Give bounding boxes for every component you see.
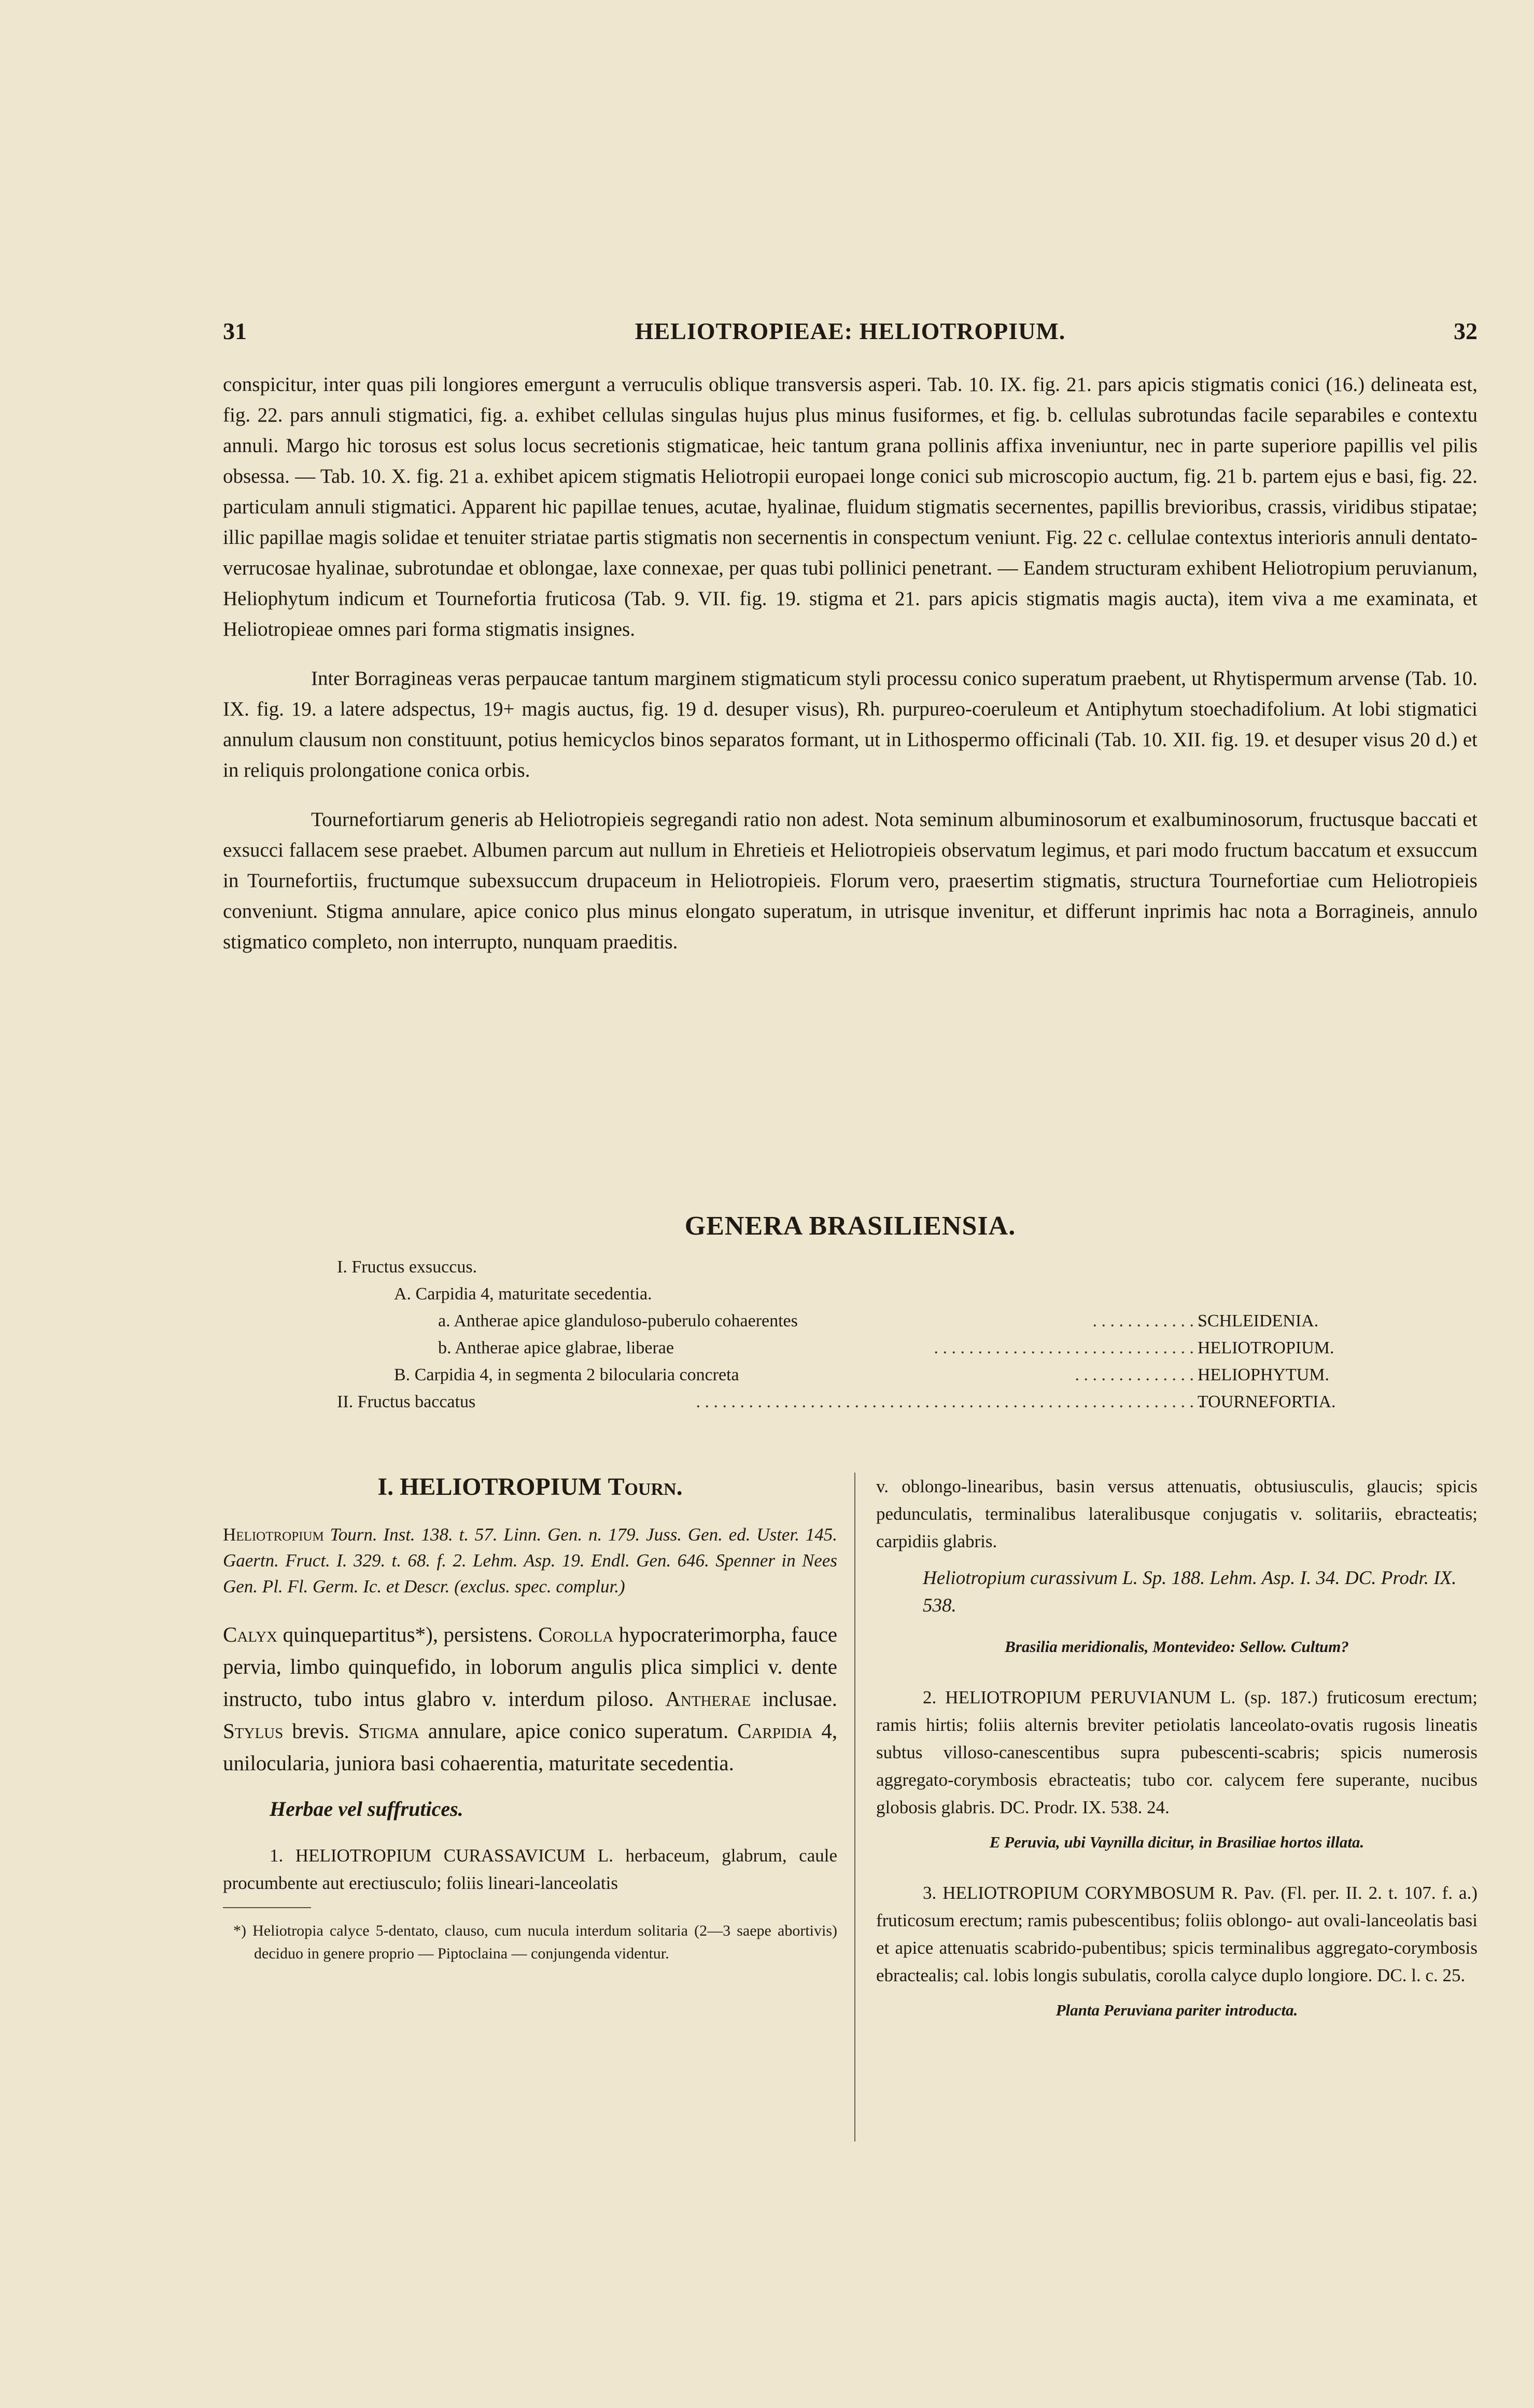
species-1-continued: v. oblongo-linearibus, basin versus attenuatis, obtusiusculis, glaucis; spicis pedunculatis, terminalibus lateralibusque conjugatis v. solitariis, ebracteatis; carpidiis glabris.: [876, 1476, 1477, 1551]
key-leader-dots: . . . . . . . . . . . . . . .: [1075, 1365, 1203, 1384]
species-2-locality: E Peruvia, ubi Vaynilla dicitur, in Brasiliae hortos illata.: [989, 1833, 1364, 1851]
footnote: *) Heliotropia calyce 5-dentato, clauso, cum nucula interdum solitaria (2—3 saepe abortivis) deciduo in genere proprio — Piptoclaina — conjungenda videntur.: [233, 1922, 837, 1962]
left-column: [223, 1473, 837, 1965]
key-label: II. Fructus baccatus: [337, 1389, 480, 1416]
key-row: [337, 1254, 1374, 1281]
key-label: A. Carpidia 4, maturitate secedentia.: [394, 1284, 652, 1304]
key-label: b. Antherae apice glabrae, liberae: [438, 1335, 678, 1362]
key-row: [337, 1335, 1374, 1362]
paragraph-stigma-structure: conspicitur, inter quas pili longiores emergunt a verruculis oblique transversis asperi. Tab. 10. IX. fig. 21. pars apicis stigmatis conici (16.) delineata est, fig. 22. pars annuli stigmatici, fig. a. exhibet cellulas singulas hujus plus minus fusiformes, et fig. b. cellulas subrotundas facile separabiles e contextu annuli. Margo hic torosus est solus locus secretionis stigmaticae, heic tantum grana pollinis affixa inveniuntur, nec in parte superiore papillis vel pilis obsessa. — Tab. 10. X. fig. 21 a. exhibet apicem stigmatis Heliotropii europaei longe conici sub microscopio auctum, fig. 21 b. partem ejus e basi, fig. 22. particulam annuli stigmatici. Apparent hic papillae tenues, acutae, hyalinae, fluidum stigmatis secernentes, papillis brevioribus, crassis, viridibus stipatae; illic papillae magis solidae et tenuiter striatae partis stigmatis non secernentis in conspectum veniunt. Fig. 22 c. cellulae contextus interioris annuli dentato-verrucosae hyalinae, subrotundae et oblongae, laxe connexae, per quas tubi pollinici penetrant. — Eandem structuram exhibent Heliotropium peruvianum, Heliophytum indicum et Tournefortia fruticosa (Tab. 9. VII. fig. 19. stigma et 21. pars apicis stigmatis magis aucta), item viva a me examinata, et Heliotropieae omnes pari forma stigmatis insignes.: [223, 373, 1477, 640]
intro-text: [223, 369, 1477, 976]
species-1-synonymy: Heliotropium curassivum L. Sp. 188. Lehm. Asp. I. 34. DC. Prodr. IX. 538.: [923, 1567, 1457, 1616]
key-result: SCHLEIDENIA.: [1198, 1311, 1319, 1331]
paragraph-borragineas: Inter Borragineas veras perpaucae tantum marginem stigmaticum styli processu conico superatum praebent, ut Rhytispermum arvense (Tab. 10. IX. fig. 19. a latere adspectus, 19+ magis auctus, fig. 19 d. desuper visus), Rh. purpureo-coeruleum et Antiphytum stoechadifolium. At lobi stigmatici annulum clausum non constituunt, potius hemicyclos binos separatos formant, ut in Lithospermo officinali (Tab. 10. XII. fig. 19. et desuper visus 20 d.) et in reliquis prolongatione conica orbis.: [223, 667, 1477, 781]
genus-synonymy: Heliotropium Tourn. Inst. 138. t. 57. Linn. Gen. n. 179. Juss. Gen. ed. Uster. 145. Gaertn. Fruct. I. 329. t. 68. f. 2. Lehm. Asp. 19. Endl. Gen. 646. Spenner in Nees Gen. Pl. Fl. Germ. Ic. et Descr. (exclus. spec. complur.): [223, 1524, 837, 1597]
key-result: HELIOTROPIUM.: [1198, 1338, 1334, 1357]
key-row: [337, 1281, 1374, 1308]
genus-title: I. HELIOTROPIUM Tourn.: [377, 1473, 683, 1501]
page-number-right: 32: [1454, 318, 1477, 344]
right-column: [876, 1473, 1477, 2047]
footnote-rule: [223, 1907, 311, 1908]
subsection-heading: Herbae vel suffrutices.: [270, 1797, 463, 1821]
key-leader-dots: . . . . . . . . . . . . . . . . . . . . . . . . . . . . . . .: [934, 1338, 1203, 1357]
species-1-locality: Brasilia meridionalis, Montevideo: Sellow. Cultum?: [1005, 1637, 1349, 1656]
page-number-left: 31: [223, 318, 247, 344]
column-divider: [854, 1473, 855, 2141]
key-leader-dots: . . . . . . . . . . . . .: [1092, 1311, 1203, 1331]
species-3: 3. HELIOTROPIUM CORYMBOSUM R. Pav. (Fl. per. II. 2. t. 107. f. a.) fruticosum erectum; ramis pubescentibus; foliis oblongo- aut ovali-lanceolatis basi et apice attenuatis scabrido-pubentibus; spicis terminalibus aggregato-corymbosis ebractealis; cal. lobis longis subulatis, corolla calyce duplo longiore. DC. l. c. 25.: [876, 1883, 1477, 1985]
running-header: [223, 317, 1477, 354]
key-result: TOURNEFORTIA.: [1198, 1392, 1336, 1411]
key-label: I. Fructus exsuccus.: [337, 1257, 477, 1277]
genus-description: Calyx quinquepartitus*), persistens. Corolla hypocraterimorpha, fauce pervia, limbo quinquefido, in loborum angulis plica simplici v. dente instructo, tubo intus glabro v. interdum piloso. Antherae inclusae. Stylus brevis. Stigma annulare, apice conico superatum. Carpidia 4, unilocularia, juniora basi cohaerentia, maturitate secedentia.: [223, 1622, 838, 1775]
key-label: a. Antherae apice glanduloso-puberulo cohaerentes: [438, 1308, 802, 1335]
running-title: HELIOTROPIEAE: HELIOTROPIUM.: [635, 318, 1066, 344]
key-leader-dots: . . . . . . . . . . . . . . . . . . . . . . . . . . . . . . . . . . . . . . . . . . . . . . . . . . . . . . . . . .: [696, 1392, 1203, 1411]
species-2: 2. HELIOTROPIUM PERUVIANUM L. (sp. 187.) fruticosum erectum; ramis hirtis; foliis alternis breviter petiolatis lanceolato-ovatis rugosis lineatis subtus villoso-canescentibus supra pubescenti-scabris; spicis numerosis aggregato-corymbosis ebracteatis; tubo cor. calycem fere superante, nucibus globosis glabris. DC. Prodr. IX. 538. 24.: [876, 1687, 1477, 1817]
key-row: [337, 1308, 1374, 1335]
key-row: [337, 1389, 1374, 1416]
species-3-locality: Planta Peruviana pariter introducta.: [1055, 2001, 1298, 2019]
genus-author: Tourn.: [608, 1473, 683, 1501]
genera-key: [337, 1254, 1374, 1416]
key-label: B. Carpidia 4, in segmenta 2 bilocularia concreta: [394, 1362, 743, 1389]
paragraph-tournefortiarum: Tournefortiarum generis ab Heliotropieis segregandi ratio non adest. Nota seminum albuminosorum et exalbuminosorum, fructusque baccati et exsucci fallacem sese praebet. Albumen parcum aut nullum in Ehretieis et Heliotropieis observatum legimus, et pari modo fructum baccatum et exsuccum in Tournefortiis, fructumque subexsuccum drupaceum in Heliotropieis. Florum vero, praesertim stigmatis, structura Tournefortiae cum Heliotropieis conveniunt. Stigma annulare, apice conico plus minus elongato superatum, in utrisque invenitur, et differunt inprimis hac nota a Borragineis, annulo stigmatico completo, non interrupto, nunquam praeditis.: [223, 808, 1477, 953]
key-row: [337, 1362, 1374, 1389]
key-result: HELIOPHYTUM.: [1198, 1365, 1330, 1384]
genera-heading: GENERA BRASILIENSIA.: [684, 1211, 1016, 1241]
species-1-start: 1. HELIOTROPIUM CURASSAVICUM L. herbaceum, glabrum, caule procumbente aut erectiusculo; foliis lineari-lanceolatis: [223, 1845, 837, 1893]
